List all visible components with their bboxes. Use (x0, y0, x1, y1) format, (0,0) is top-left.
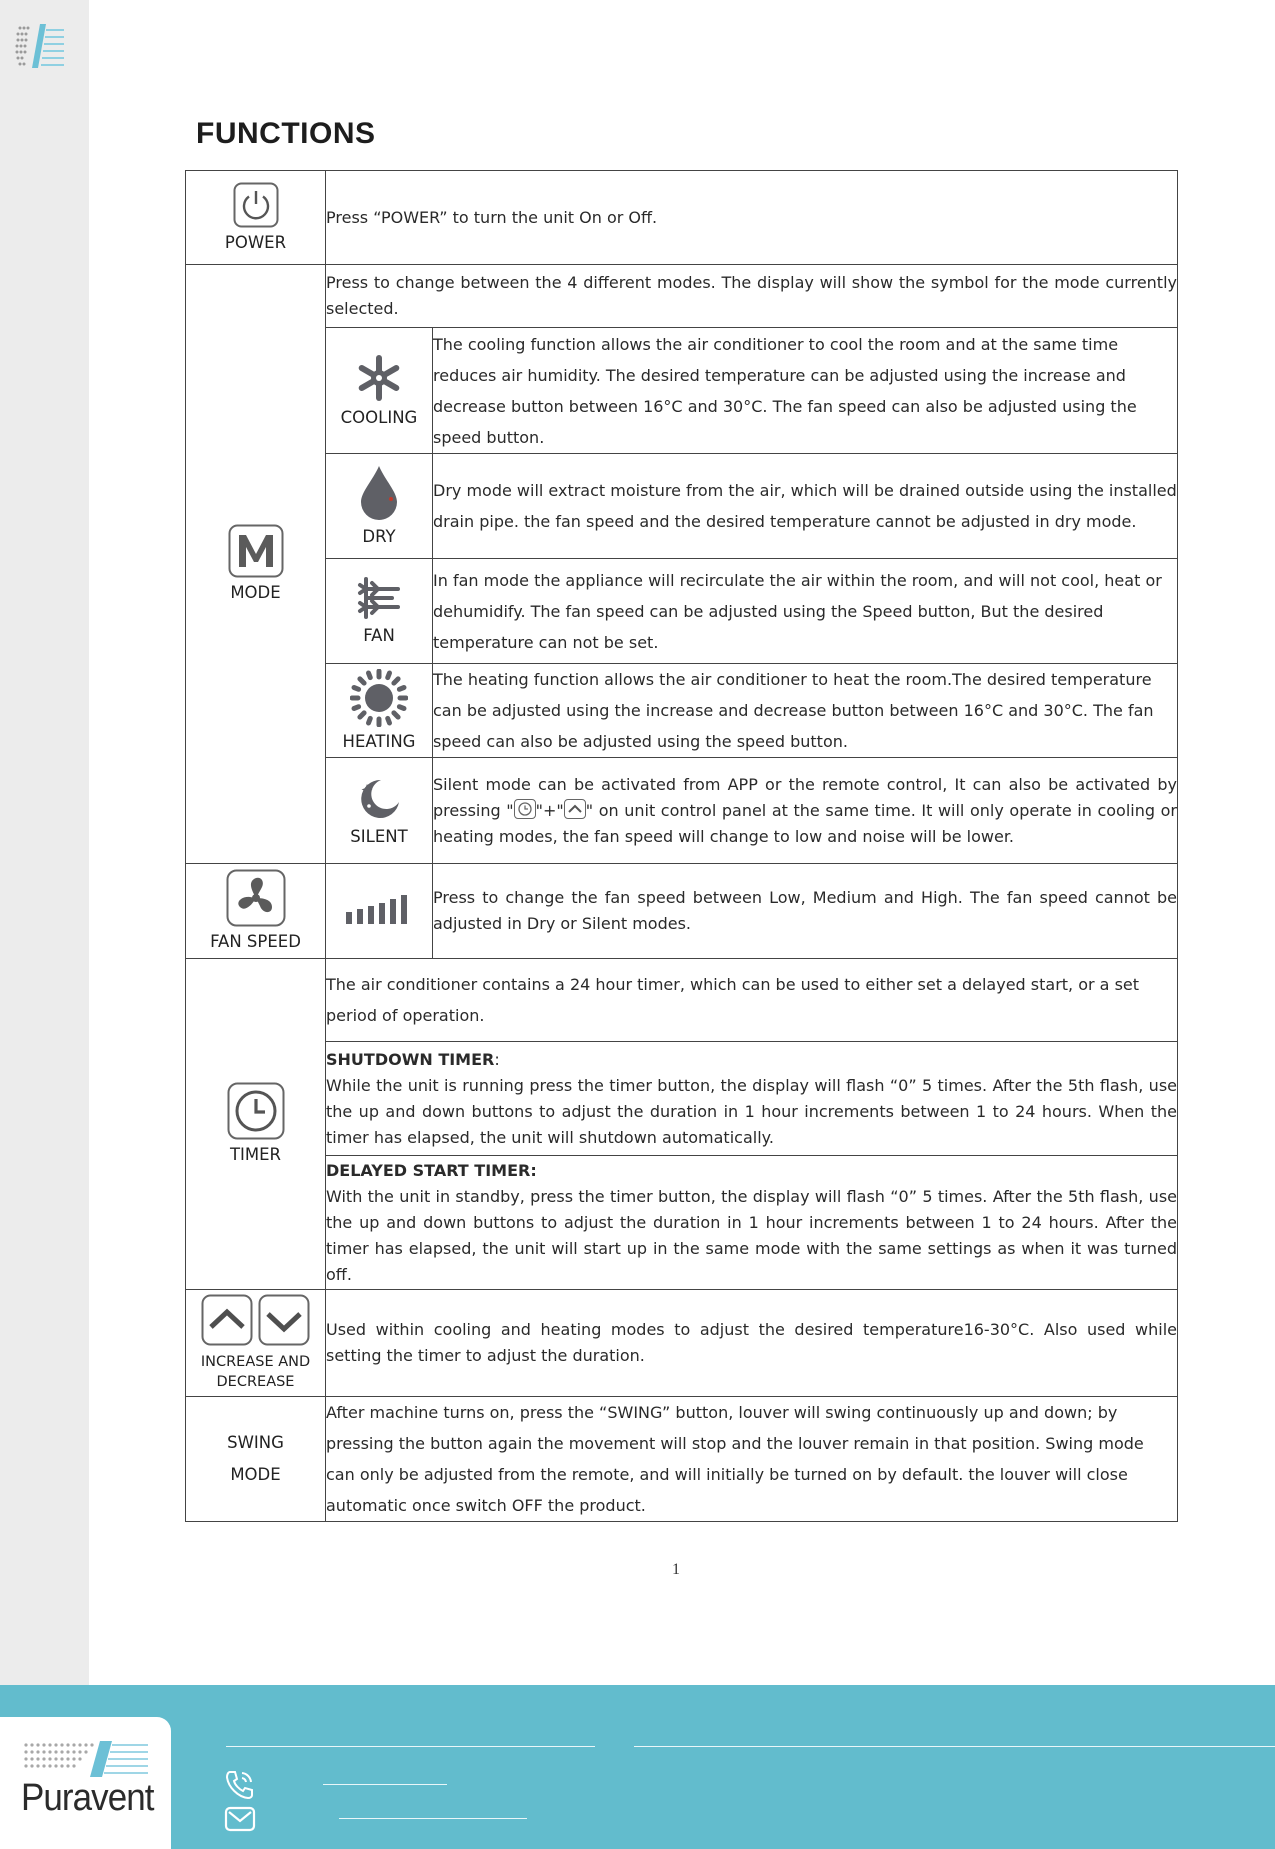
functions-table (185, 170, 1178, 1522)
silent-label: SILENT (350, 826, 408, 846)
left-sidebar (0, 0, 89, 1685)
timer-intro-text: The air conditioner contains a 24 hour timer, which can be used to either set a delayed start, or a set period of operation. (326, 959, 1178, 1042)
footer-band (0, 1685, 1275, 1849)
mode-m-icon (228, 524, 284, 578)
fan-speed-label: FAN SPEED (210, 932, 301, 951)
inline-clock-icon (514, 799, 536, 819)
power-label: POWER (224, 232, 287, 252)
footer-brand: Puravent (21, 1777, 154, 1819)
shutdown-timer-title: SHUTDOWN TIMER (326, 1049, 495, 1069)
silent-text-part1: Silent mode can be activated from APP or the remote control, It can also be activated by pressing " (433, 774, 1177, 820)
swing-mode-cell (186, 1397, 326, 1522)
sun-icon (350, 669, 408, 727)
dry-label: DRY (362, 527, 396, 546)
swing-mode-label-line1: SWING (227, 1433, 284, 1452)
silent-text-part2: "+" (535, 800, 564, 820)
increase-decrease-label-line1: INCREASE AND (200, 1354, 311, 1370)
silent-description (433, 758, 1178, 864)
power-cell (186, 171, 326, 265)
page-title: FUNCTIONS (196, 117, 376, 150)
increase-decrease-label-line2: DECREASE (216, 1374, 295, 1390)
fan-cell (326, 559, 433, 664)
shutdown-timer-cell (326, 1042, 1178, 1156)
fan-description: In fan mode the appliance will recirculate the air within the room, and will not cool, heat or dehumidify. The fan speed can be adjusted using the Speed button, But the desired temperature can not be set. (433, 559, 1178, 664)
cooling-label: COOLING (340, 407, 418, 427)
cooling-description: The cooling function allows the air conditioner to cool the room and at the same time reduces air humidity. The desired temperature can be adjusted using the increase and decrease button between 16°C and 30°C. The fan speed can also be adjusted using the speed button. (433, 328, 1178, 454)
swing-mode-label-line2: MODE (230, 1465, 281, 1484)
cooling-row (186, 328, 1178, 454)
swing-mode-description: After machine turns on, press the “SWING” button, louver will swing continuously up and down; by pressing the button again the movement will stop and the louver remain in that position. Swing mode can only be adjusted from the remote, and will initially be turned on by default. the louver will close automatic once switch OFF the product. (326, 1397, 1178, 1522)
footer-email-underline (339, 1818, 527, 1819)
fan-speed-description: Press to change the fan speed between Low, Medium and High. The fan speed cannot be adjusted in Dry or Silent modes. (433, 864, 1178, 959)
swing-mode-row (186, 1397, 1178, 1522)
fan-mode-icon (356, 575, 402, 621)
cooling-cell (326, 328, 433, 454)
heating-cell (326, 664, 433, 758)
timer-cell (186, 959, 326, 1290)
shutdown-timer-text: While the unit is running press the timer button, the display will flash “0” 5 times. After the 5th flash, use the up and down buttons to adjust the duration in 1 hour increments between 1 to 24 hours. When the timer has elapsed, the unit will shutdown automatically. (326, 1075, 1177, 1147)
water-drop-icon (357, 464, 401, 522)
fan-label: FAN (363, 626, 395, 645)
footer-rule-2 (634, 1746, 1275, 1747)
snowflake-icon (354, 353, 404, 403)
inline-chevron-up-icon (564, 799, 586, 819)
silent-text-part3: " on unit control panel at the same time. It will only operate in cooling or heating modes, the fan speed will change to low and noise will be lower. (433, 800, 1177, 846)
mode-cell (186, 265, 326, 864)
mode-label: MODE (230, 583, 281, 602)
dry-cell (326, 454, 433, 559)
silent-cell (326, 758, 433, 864)
increase-decrease-cell (186, 1290, 326, 1397)
delayed-start-timer-title: DELAYED START TIMER: (326, 1160, 537, 1180)
timer-intro-row (186, 959, 1178, 1042)
footer-rule-1 (226, 1746, 595, 1747)
delayed-start-timer-row (186, 1156, 1178, 1290)
speed-bars-icon (343, 892, 415, 926)
increase-decrease-description: Used within cooling and heating modes to adjust the desired temperature16-30°C. Also used while setting the timer to adjust the duration. (326, 1290, 1178, 1397)
increase-decrease-row (186, 1290, 1178, 1397)
fan-speed-icon (226, 869, 286, 927)
shutdown-timer-row (186, 1042, 1178, 1156)
fan-speed-cell (186, 864, 326, 959)
timer-label: TIMER (229, 1145, 282, 1164)
footer-logo-mark (22, 1739, 150, 1779)
fan-row (186, 559, 1178, 664)
power-row (186, 171, 1178, 265)
dry-row (186, 454, 1178, 559)
heating-description: The heating function allows the air conditioner to heat the room.The desired temperature can be adjusted using the increase and decrease button between 16°C and 30°C. The fan speed can also be adjusted using the speed button. (433, 664, 1178, 758)
speed-bars-cell (326, 864, 433, 959)
delayed-start-timer-text: With the unit in standby, press the timer button, the display will flash “0” 5 times. After the 5th flash, use the up and down buttons to adjust the duration in 1 hour increments between 1 to 24 hours. After the timer has elapsed, the unit will start up in the same mode with the same settings as when it was turned off. (326, 1186, 1177, 1284)
heating-label: HEATING (342, 731, 416, 751)
delayed-start-timer-cell (326, 1156, 1178, 1290)
mail-icon (224, 1806, 256, 1832)
power-icon (233, 182, 279, 228)
heating-row (186, 664, 1178, 758)
fan-speed-row (186, 864, 1178, 959)
dry-description: Dry mode will extract moisture from the air, which will be drained outside using the installed drain pipe. the fan speed and the desired temperature cannot be adjusted in dry mode. (433, 454, 1178, 559)
puravent-logo-mark (14, 22, 66, 70)
mode-intro-row (186, 265, 1178, 328)
power-description: Press “POWER” to turn the unit On or Off. (326, 171, 1178, 265)
footer-phone-underline (323, 1784, 447, 1785)
chevron-down-icon (258, 1294, 310, 1346)
clock-icon (227, 1082, 285, 1140)
shutdown-timer-colon: : (494, 1049, 500, 1069)
increase-decrease-icons (201, 1294, 311, 1348)
silent-row (186, 758, 1178, 864)
mode-intro-text: Press to change between the 4 different modes. The display will show the symbol for the mode currently selected. (326, 265, 1178, 328)
moon-stars-icon (355, 774, 403, 822)
page-number: 1 (672, 1561, 680, 1578)
chevron-up-icon (201, 1294, 253, 1346)
phone-icon (224, 1769, 256, 1801)
